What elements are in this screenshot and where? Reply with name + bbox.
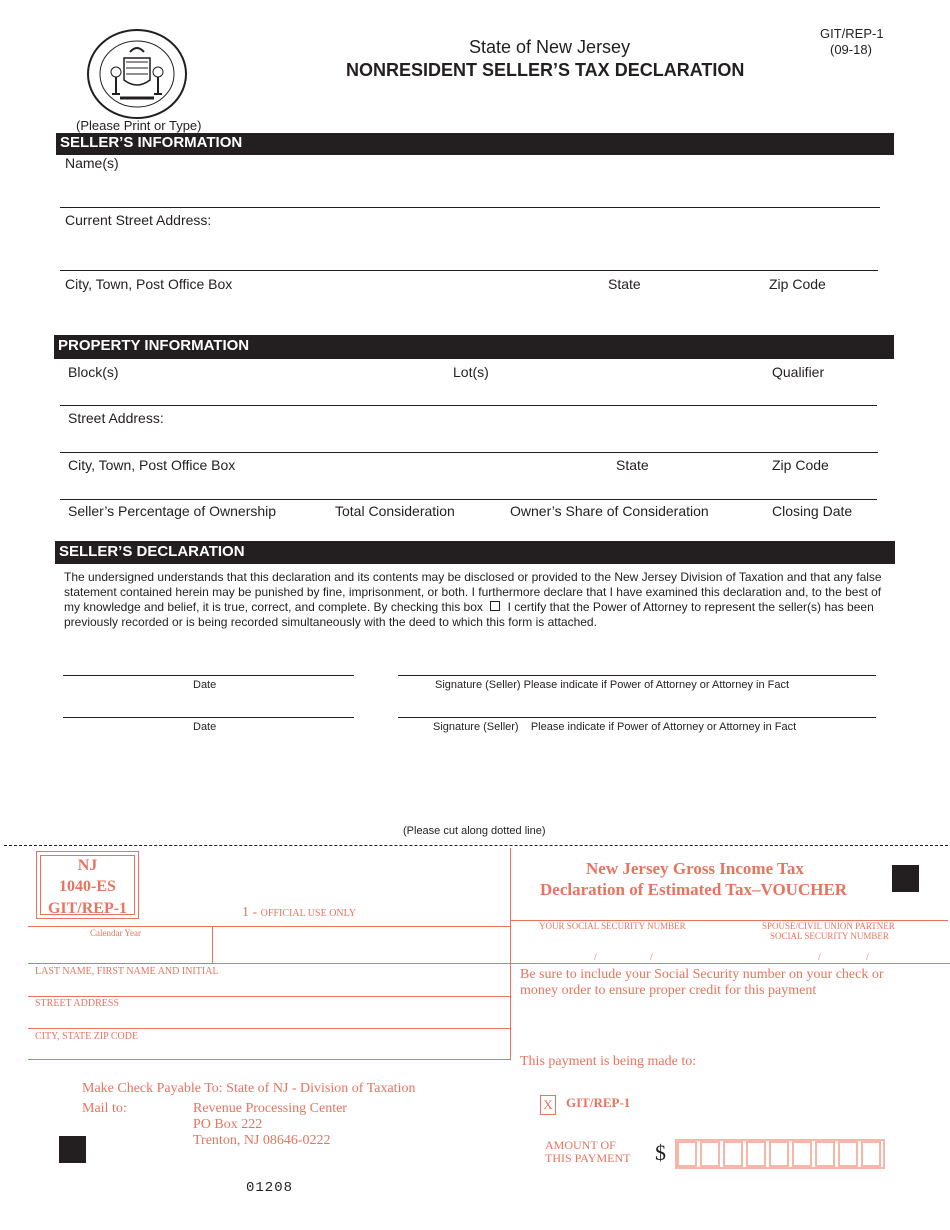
calendar-divider (212, 926, 213, 964)
ssn-separator-3: / (818, 952, 821, 963)
dollar-sign: $ (655, 1140, 666, 1165)
city-state-zip-field[interactable] (28, 1059, 510, 1060)
amount-digit-6[interactable] (792, 1141, 812, 1167)
calendar-bottom-line (28, 963, 510, 964)
seller-info-heading: SELLER’S INFORMATION (56, 133, 894, 155)
property-zip-label: Zip Code (772, 457, 829, 473)
form-id: GIT/REP-1 (820, 26, 884, 41)
amount-digit-1[interactable] (677, 1141, 697, 1167)
ssn-separator-4: / (866, 952, 869, 963)
form-state: State of New Jersey (469, 37, 631, 57)
form-title: NONRESIDENT SELLER’S TAX DECLARATION (346, 60, 745, 80)
voucher-form-box (36, 851, 139, 919)
ownership-percentage-label: Seller’s Percentage of Ownership (68, 503, 277, 519)
amount-digit-8[interactable] (838, 1141, 858, 1167)
last-name-label: LAST NAME, FIRST NAME AND INITIAL (35, 966, 219, 977)
seller-city-label: City, Town, Post Office Box (65, 276, 233, 292)
date-field-2[interactable] (63, 717, 354, 718)
declaration-heading: SELLER’S DECLARATION (55, 541, 895, 564)
property-address-field[interactable] (60, 452, 878, 453)
declaration-text-part1: The undersigned understands that this declaration and its contents may be disclosed or provided to the New Jersey Division of Taxation and that any false statement contained herein may be punished by fine, imprisonment, or both. I furthermore declare that I have examined this declaration and, to the best of my knowledge and belief, it is true, correct, and complete. By checking this box (64, 570, 882, 614)
calendar-year-label: Calendar Year (90, 928, 141, 938)
ssn-separator-2: / (650, 952, 653, 963)
block-label: Block(s) (68, 364, 119, 380)
check-mark: X (543, 1097, 553, 1112)
total-consideration-label: Total Consideration (335, 503, 455, 519)
date-label-1: Date (193, 679, 217, 691)
ssn-reminder: Be sure to include your Social Security number on your check or money order to ensure proper credit for this payment (520, 967, 884, 998)
poa-checkbox[interactable] (490, 601, 500, 611)
property-info-heading: PROPERTY INFORMATION (54, 335, 894, 359)
voucher-box-line3: GIT/REP-1 (47, 900, 128, 917)
amount-digit-9[interactable] (861, 1141, 881, 1167)
signature-label-1: Signature (Seller) Please indicate if Power of Attorney or Attorney in Fact (435, 679, 790, 691)
calendar-line (28, 926, 510, 927)
amount-digit-4[interactable] (746, 1141, 766, 1167)
print-instruction: (Please Print or Type) (76, 118, 202, 133)
amount-label-1: AMOUNT OF (545, 1138, 616, 1152)
seller-state-label: State (608, 276, 641, 292)
voucher-title-2: Declaration of Estimated Tax–VOUCHER (540, 880, 848, 899)
last-name-field[interactable] (28, 996, 510, 997)
property-state-label: State (616, 457, 649, 473)
declaration-text (64, 570, 894, 630)
git-rep-checkbox[interactable] (540, 1095, 556, 1115)
mail-address-line1: Revenue Processing Center (193, 1101, 347, 1116)
signature-field-2[interactable] (398, 717, 876, 718)
seller-zip-label: Zip Code (769, 276, 826, 292)
official-use (242, 905, 356, 921)
block-lot-field[interactable] (60, 405, 877, 406)
owner-share-label: Owner’s Share of Consideration (510, 503, 709, 519)
state-seal (86, 28, 188, 120)
property-city-field[interactable] (60, 499, 877, 500)
voucher-divider (510, 848, 511, 1060)
spouse-ssn-label-2: SOCIAL SECURITY NUMBER (770, 931, 889, 941)
current-address-field[interactable] (60, 270, 878, 271)
payment-to-label: This payment is being made to: (520, 1054, 697, 1069)
closing-date-label: Closing Date (772, 503, 853, 519)
property-city-label: City, Town, Post Office Box (68, 457, 236, 473)
signature-field-1[interactable] (398, 675, 876, 676)
official-number: 1 - (242, 905, 258, 920)
amount-digit-7[interactable] (815, 1141, 835, 1167)
qualifier-label: Qualifier (772, 364, 825, 380)
payable-to: Make Check Payable To: State of NJ - Division of Taxation (82, 1081, 416, 1096)
names-field[interactable] (60, 207, 880, 208)
cut-instruction: (Please cut along dotted line) (403, 825, 546, 837)
amount-digit-2[interactable] (700, 1141, 720, 1167)
cut-line (4, 845, 948, 846)
amount-label-2: THIS PAYMENT (545, 1151, 631, 1165)
amount-digit-3[interactable] (723, 1141, 743, 1167)
official-use-label: OFFICIAL USE ONLY (260, 908, 356, 919)
voucher-title-1: New Jersey Gross Income Tax (586, 859, 804, 878)
form-code: 01208 (246, 1180, 294, 1196)
form-date: (09-18) (830, 42, 872, 57)
ssn-separator-1: / (594, 952, 597, 963)
ssn-bottom-line[interactable] (510, 963, 950, 964)
ssn-label: YOUR SOCIAL SECURITY NUMBER (539, 921, 686, 931)
street-address-label: STREET ADDRESS (35, 998, 119, 1009)
signature-label-2: Signature (Seller) Please indicate if Power of Attorney or Attorney in Fact (433, 721, 797, 733)
mail-address-line2: PO Box 222 (193, 1117, 263, 1132)
names-label: Name(s) (65, 155, 119, 171)
voucher-box-line1: NJ (77, 857, 98, 874)
declaration-text-part2: I certify that the Power of Attorney to represent the seller(s) has been previously recorded or is being recorded simultaneously with the deed to which this form is attached. (64, 600, 874, 629)
current-address-label: Current Street Address: (65, 212, 212, 228)
city-state-zip-label: CITY, STATE ZIP CODE (35, 1031, 139, 1042)
git-rep-checkbox-label: GIT/REP-1 (566, 1095, 631, 1110)
mail-address-line3: Trenton, NJ 08646-0222 (193, 1133, 331, 1148)
lot-label: Lot(s) (453, 364, 489, 380)
property-address-label: Street Address: (68, 410, 164, 426)
voucher-box-line2: 1040-ES (59, 878, 116, 895)
registration-mark-top (892, 865, 919, 892)
registration-mark-bottom (59, 1136, 86, 1163)
mail-to-label: Mail to: (82, 1101, 127, 1116)
street-address-field[interactable] (28, 1028, 510, 1029)
spouse-ssn-label-1: SPOUSE/CIVIL UNION PARTNER (762, 921, 895, 931)
date-label-2: Date (193, 721, 217, 733)
amount-digit-5[interactable] (769, 1141, 789, 1167)
date-field-1[interactable] (63, 675, 354, 676)
